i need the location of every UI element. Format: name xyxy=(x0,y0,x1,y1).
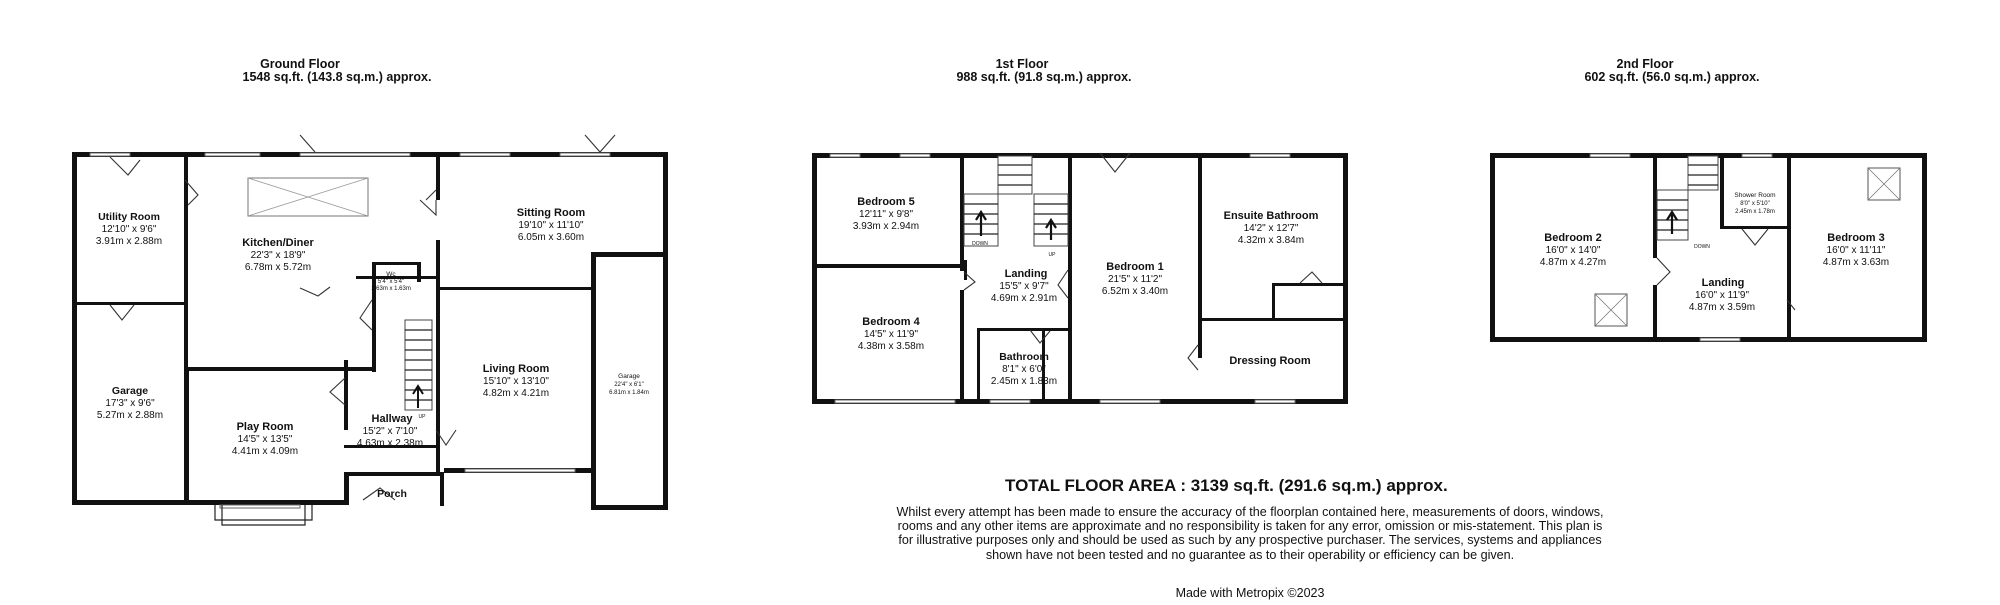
wc-name: Wc xyxy=(386,271,396,278)
hallway-stair-label: UP xyxy=(418,414,426,420)
utility-room-metric: 3.91m x 2.88m xyxy=(95,236,163,247)
shower-room-imperial: 8'0" x 5'10" xyxy=(1740,201,1770,207)
metropix-credit: Made with Metropix ©2023 xyxy=(1175,586,1325,600)
total-floor-area: TOTAL FLOOR AREA : 3139 sq.ft. (291.6 sq.m.) approx. xyxy=(1005,476,1448,495)
hallway-name: Hallway xyxy=(371,413,413,425)
bedroom1-metric: 6.52m x 3.40m xyxy=(1101,286,1169,297)
garage-right-imperial: 22'4" x 6'1" xyxy=(614,382,644,388)
sitting-room-name: Sitting Room xyxy=(516,207,586,219)
ground-floor-area: 1548 sq.ft. (143.8 sq.m.) approx. xyxy=(242,70,432,84)
play-room-metric: 4.41m x 4.09m xyxy=(231,446,299,457)
first-floor-title: 1st Floor xyxy=(995,57,1049,71)
landing2-name: Landing xyxy=(1701,277,1745,289)
landing1-up-label: UP xyxy=(1048,252,1056,258)
first-floor-labels xyxy=(853,196,1319,387)
bedroom5-metric: 3.93m x 2.94m xyxy=(852,221,920,232)
kitchen-diner-imperial: 22'3" x 18'9" xyxy=(250,250,306,261)
landing2-down-label: DOWN xyxy=(1694,244,1710,250)
disclaimer-text: Whilst every attempt has been made to ensure the accuracy of the floorplan contained here, measurements of doors, windows, rooms and any other items are approximate and no responsibility is taken for any error, omission or mis-statement. This plan is for illustrative purposes only and should be used as such by any prospective purchaser. The services, systems and appliances shown have not been tested and no guarantee as to their operability or efficiency can be given. xyxy=(896,505,1604,562)
second-floor-labels xyxy=(1540,192,1889,313)
garage-left-name: Garage xyxy=(111,385,149,397)
play-room-name: Play Room xyxy=(236,421,294,433)
kitchen-diner-name: Kitchen/Diner xyxy=(242,237,314,249)
landing2-metric: 4.87m x 3.59m xyxy=(1688,302,1756,313)
garage-right-name: Garage xyxy=(618,373,640,380)
garage-left-imperial: 17'3" x 9'6" xyxy=(105,398,155,409)
shower-room-name: Shower Room xyxy=(1734,192,1776,199)
garage-left-metric: 5.27m x 2.88m xyxy=(96,410,164,421)
ground-floor-plan xyxy=(72,135,668,525)
bedroom5-imperial: 12'11" x 9'8" xyxy=(858,209,914,220)
sitting-room-metric: 6.05m x 3.60m xyxy=(517,232,585,243)
porch-name: Porch xyxy=(377,488,407,500)
hallway-metric: 4.63m x 2.38m xyxy=(356,438,424,449)
bedroom1-name: Bedroom 1 xyxy=(1106,261,1164,273)
utility-room-name: Utility Room xyxy=(98,211,160,223)
kitchen-diner-metric: 6.78m x 5.72m xyxy=(244,262,312,273)
ground-floor-title: Ground Floor xyxy=(260,57,340,71)
bedroom3-name: Bedroom 3 xyxy=(1827,232,1885,244)
bedroom1-imperial: 21'5" x 11'2" xyxy=(1107,274,1163,285)
living-room-name: Living Room xyxy=(482,363,550,375)
second-floor-title: 2nd Floor xyxy=(1616,57,1674,71)
sitting-room-imperial: 19'10" x 11'10" xyxy=(518,220,584,231)
landing1-metric: 4.69m x 2.91m xyxy=(990,293,1058,304)
bedroom2-name: Bedroom 2 xyxy=(1544,232,1602,244)
landing1-down-label: DOWN xyxy=(972,241,988,247)
bedroom2-imperial: 16'0" x 14'0" xyxy=(1545,245,1601,256)
bathroom-metric: 2.45m x 1.83m xyxy=(990,376,1058,387)
bedroom2-metric: 4.87m x 4.27m xyxy=(1539,257,1607,268)
play-room-imperial: 14'5" x 13'5" xyxy=(237,434,293,445)
shower-room-metric: 2.45m x 1.78m xyxy=(1735,209,1775,215)
landing1-name: Landing xyxy=(1004,268,1048,280)
bedroom3-imperial: 16'0" x 11'11" xyxy=(1826,245,1886,256)
living-room-imperial: 15'10" x 13'10" xyxy=(483,376,549,387)
utility-room-imperial: 12'10" x 9'6" xyxy=(101,224,157,235)
bedroom4-metric: 4.38m x 3.58m xyxy=(857,341,925,352)
second-floor-area: 602 sq.ft. (56.0 sq.m.) approx. xyxy=(1584,70,1760,84)
bedroom3-metric: 4.87m x 3.63m xyxy=(1822,257,1890,268)
wc-imperial: 5'4" x 5'4" xyxy=(377,279,405,285)
bedroom4-imperial: 14'5" x 11'9" xyxy=(863,329,919,340)
hallway-imperial: 15'2" x 7'10" xyxy=(362,426,418,437)
bathroom-imperial: 8'1" x 6'0" xyxy=(1002,364,1046,375)
dressing-room-name: Dressing Room xyxy=(1229,355,1311,367)
ensuite-metric: 4.32m x 3.84m xyxy=(1237,235,1305,246)
ensuite-name: Ensuite Bathroom xyxy=(1223,210,1319,222)
bathroom-name: Bathroom xyxy=(999,351,1049,363)
ensuite-imperial: 14'2" x 12'7" xyxy=(1243,223,1299,234)
landing2-imperial: 16'0" x 11'9" xyxy=(1694,290,1750,301)
bedroom5-name: Bedroom 5 xyxy=(857,196,915,208)
garage-right-metric: 6.81m x 1.84m xyxy=(609,390,649,396)
living-room-metric: 4.82m x 4.21m xyxy=(482,388,550,399)
wc-metric: 1.63m x 1.63m xyxy=(371,286,411,292)
first-floor-area: 988 sq.ft. (91.8 sq.m.) approx. xyxy=(956,70,1132,84)
landing1-imperial: 15'5" x 9'7" xyxy=(999,281,1049,292)
bedroom4-name: Bedroom 4 xyxy=(862,316,920,328)
